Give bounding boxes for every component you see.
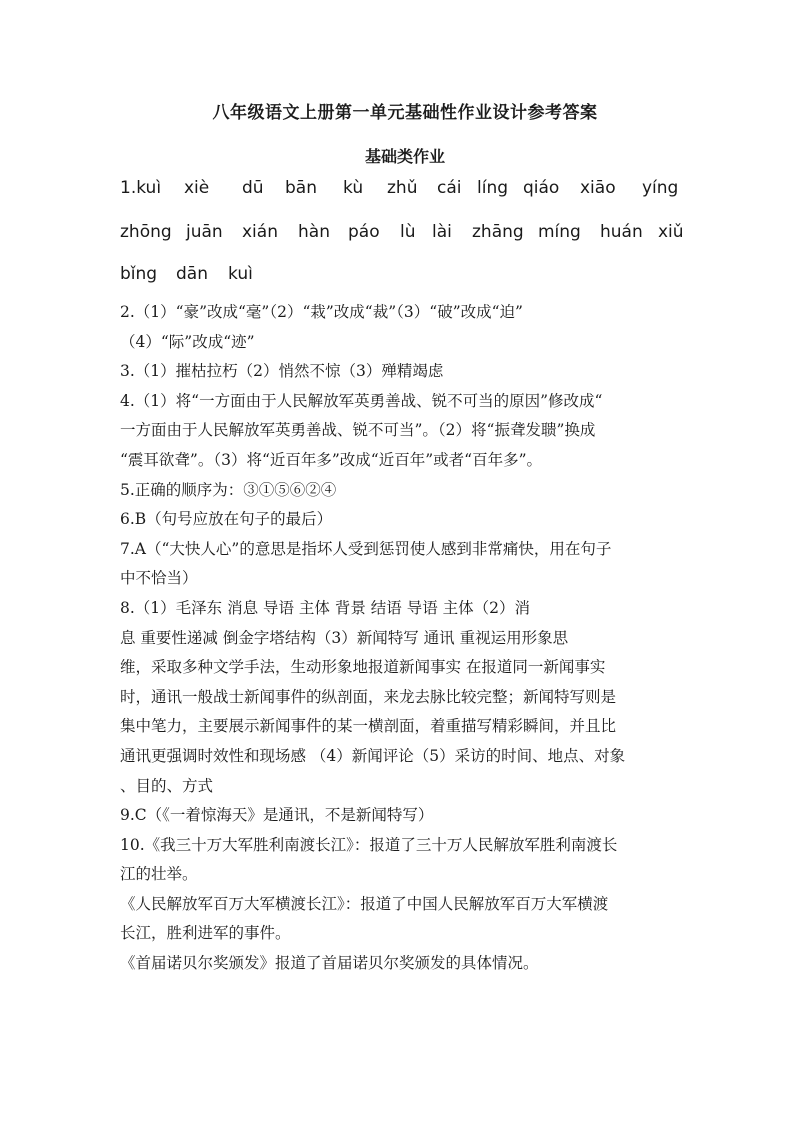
pinyin-item: xiǔ: [658, 222, 684, 242]
pinyin-item: bǐng: [120, 264, 158, 284]
answer-line: 时，通讯一般战士新闻事件的纵剖面，来龙去脉比较完整；新闻特写则是: [120, 687, 617, 706]
pinyin-item: yíng: [642, 178, 679, 198]
answer-line: 4.（1）将“一方面由于人民解放军英勇善战、锐不可当的原因”修改成“: [120, 391, 603, 410]
answer-line: 中不恰当）: [120, 569, 198, 588]
pinyin-item: zhōng: [120, 222, 172, 242]
answer-line: 江的壮举。: [120, 865, 198, 884]
answer-line: 《首届诺贝尔奖颁发》报道了首届诺贝尔奖颁发的具体情况。: [120, 954, 539, 973]
document-title: 八年级语文上册第一单元基础性作业设计参考答案: [212, 103, 598, 123]
pinyin-item: hàn: [298, 222, 330, 242]
answer-line: 5.正确的顺序为：③①⑤⑥②④: [120, 480, 337, 499]
pinyin-item: zhāng: [472, 222, 524, 242]
answer-line: 3.（1）摧枯拉朽（2）悄然不惊（3）殚精竭虑: [120, 362, 444, 381]
answer-line: 维，采取多种文学手法，生动形象地报道新闻事实 在报道同一新闻事实: [120, 658, 606, 677]
answer-line: 一方面由于人民解放军英勇善战、锐不可当”。（2）将“振聋发聩”换成: [120, 421, 596, 440]
pinyin-item: juān: [186, 222, 223, 242]
answer-body: [120, 298, 690, 979]
answer-line: 长江，胜利进军的事件。: [120, 924, 291, 943]
pinyin-item: kù: [343, 178, 364, 198]
pinyin-item: lài: [432, 222, 452, 242]
answer-line: 2.（1）“豪”改成“毫”（2）“栽”改成“裁”（3）“破”改成“迫”: [120, 303, 523, 321]
pinyin-item: xiè: [184, 178, 210, 198]
pinyin-item: xiāo: [580, 178, 616, 198]
answer-line: 8.（1）毛泽东 消息 导语 主体 背景 结语 导语 主体（2）消: [120, 598, 531, 617]
pinyin-line-2: [120, 222, 688, 242]
section-heading: 基础类作业: [364, 147, 445, 166]
pinyin-item: bān: [285, 178, 317, 198]
pinyin-item: dān: [176, 264, 208, 284]
pinyin-item: míng: [538, 222, 581, 242]
pinyin-line-3: [120, 264, 258, 284]
answer-line: 9.C（《一着惊海天》是通讯，不是新闻特写）: [120, 806, 434, 825]
pinyin-item: xián: [242, 222, 278, 242]
pinyin-line-1: [120, 178, 690, 198]
answer-line: 7.A（“大快人心”的意思是指坏人受到惩罚使人感到非常痛快，用在句子: [120, 539, 612, 558]
answer-line: 6.B（句号应放在句子的最后）: [120, 510, 333, 529]
answer-line: 《人民解放军百万大军横渡长江》：报道了中国人民解放军百万大军横渡: [120, 894, 609, 913]
pinyin-item: cái: [437, 178, 462, 198]
answer-line: “震耳欲聋”。（3）将“近百年多”改成“近百年”或者“百年多”。: [120, 450, 543, 469]
answer-line: 集中笔力，主要展示新闻事件的某一横剖面，着重描写精彩瞬间，并且比: [120, 717, 617, 736]
answer-line: 通讯更强调时效性和现场感 （4）新闻评论（5）采访的时间、地点、对象: [120, 746, 626, 765]
answer-line: 息 重要性递减 倒金字塔结构（3）新闻特写 通讯 重视运用形象思: [120, 628, 569, 647]
pinyin-item: qiáo: [523, 178, 560, 198]
pinyin-item: huán: [600, 222, 643, 242]
pinyin-item: lù: [400, 222, 416, 242]
pinyin-item: 1.kuì: [120, 178, 162, 198]
answer-line: 、目的、方式: [120, 776, 214, 795]
answer-line: （4）“际”改成“迹”: [120, 332, 255, 351]
pinyin-item: páo: [348, 222, 380, 242]
pinyin-item: dū: [242, 178, 264, 198]
pinyin-item: líng: [477, 178, 509, 198]
pinyin-item: zhǔ: [387, 178, 418, 198]
answer-line: 10.《我三十万大军胜利南渡长江》：报道了三十万人民解放军胜利南渡长: [120, 835, 618, 854]
pinyin-item: kuì: [228, 264, 253, 284]
